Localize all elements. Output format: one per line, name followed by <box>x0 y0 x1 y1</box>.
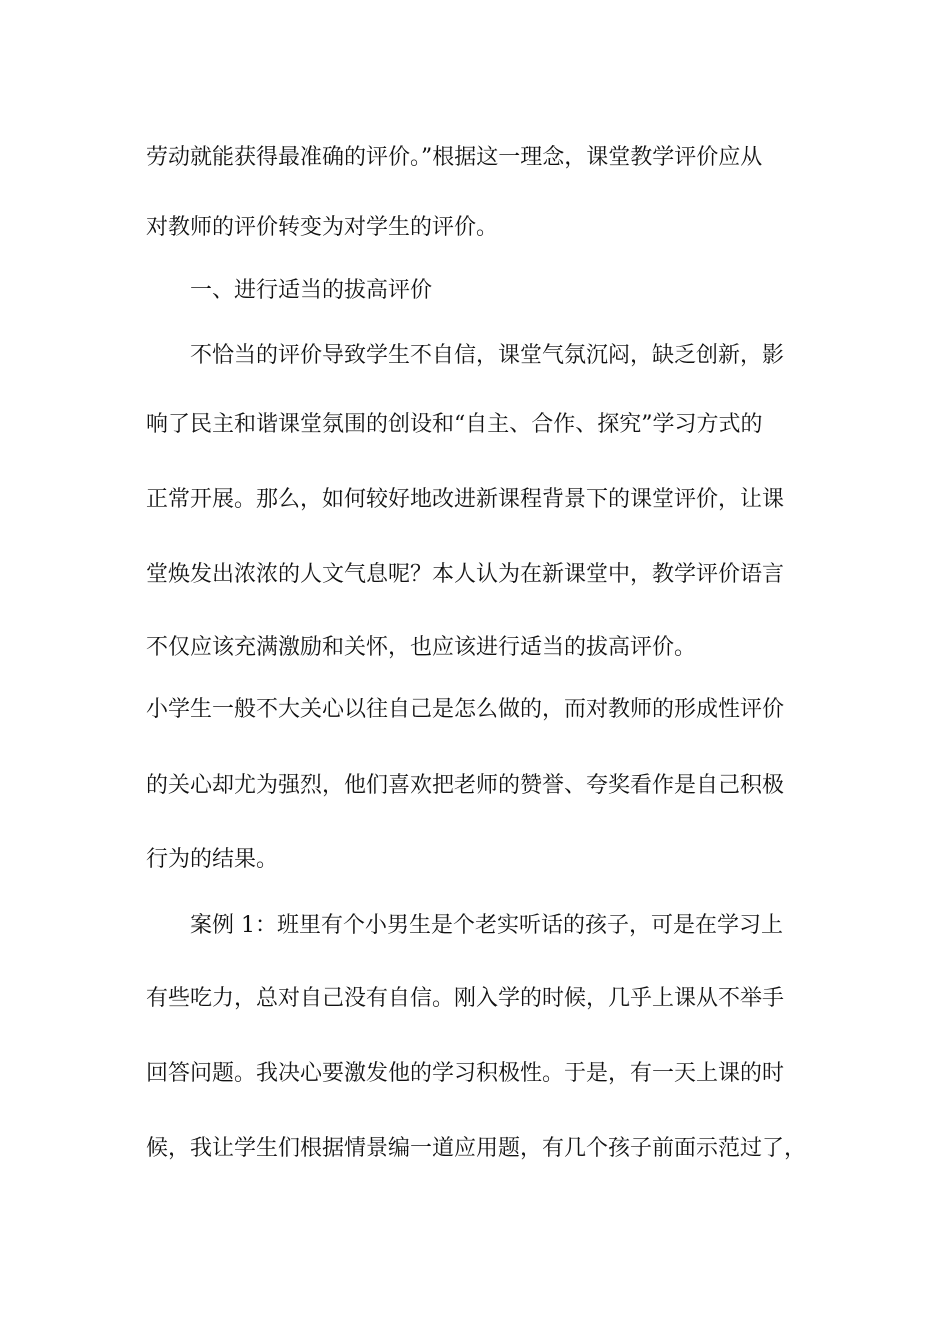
text-line-6: 正常开展。那么，如何较好地改进新课程背景下的课堂评价，让课 <box>146 487 785 512</box>
text-line-14: 回答问题。我决心要激发他的学习积极性。于是，有一天上课的时 <box>146 1061 785 1086</box>
text-line-4: 不恰当的评价导致学生不自信，课堂气氛沉闷，缺乏创新，影 <box>190 343 785 368</box>
text-line-11: 行为的结果。 <box>146 847 279 872</box>
text-line-12: 案例 1：班里有个小男生是个老实听话的孩子，可是在学习上 <box>190 913 783 938</box>
text-line-15: 候，我让学生们根据情景编一道应用题，有几个孩子前面示范过了， <box>146 1136 807 1161</box>
section-heading: 一、进行适当的拔高评价 <box>190 278 433 303</box>
text-line-13: 有些吃力，总对自己没有自信。刚入学的时候，几乎上课从不举手 <box>146 986 785 1011</box>
text-line-9: 小学生一般不大关心以往自己是怎么做的，而对教师的形成性评价 <box>146 697 785 722</box>
text-line-8: 不仅应该充满激励和关怀，也应该进行适当的拔高评价。 <box>146 635 697 660</box>
text-line-5: 响了民主和谐课堂氛围的创设和“自主、合作、探究”学习方式的 <box>146 412 763 437</box>
text-line-1: 劳动就能获得最准确的评价。”根据这一理念，课堂教学评价应从 <box>146 145 763 170</box>
text-line-10: 的关心却尤为强烈，他们喜欢把老师的赞誉、夸奖看作是自己积极 <box>146 773 785 798</box>
text-line-2: 对教师的评价转变为对学生的评价。 <box>146 215 499 240</box>
text-line-7: 堂焕发出浓浓的人文气息呢？本人认为在新课堂中，教学评价语言 <box>146 562 785 587</box>
